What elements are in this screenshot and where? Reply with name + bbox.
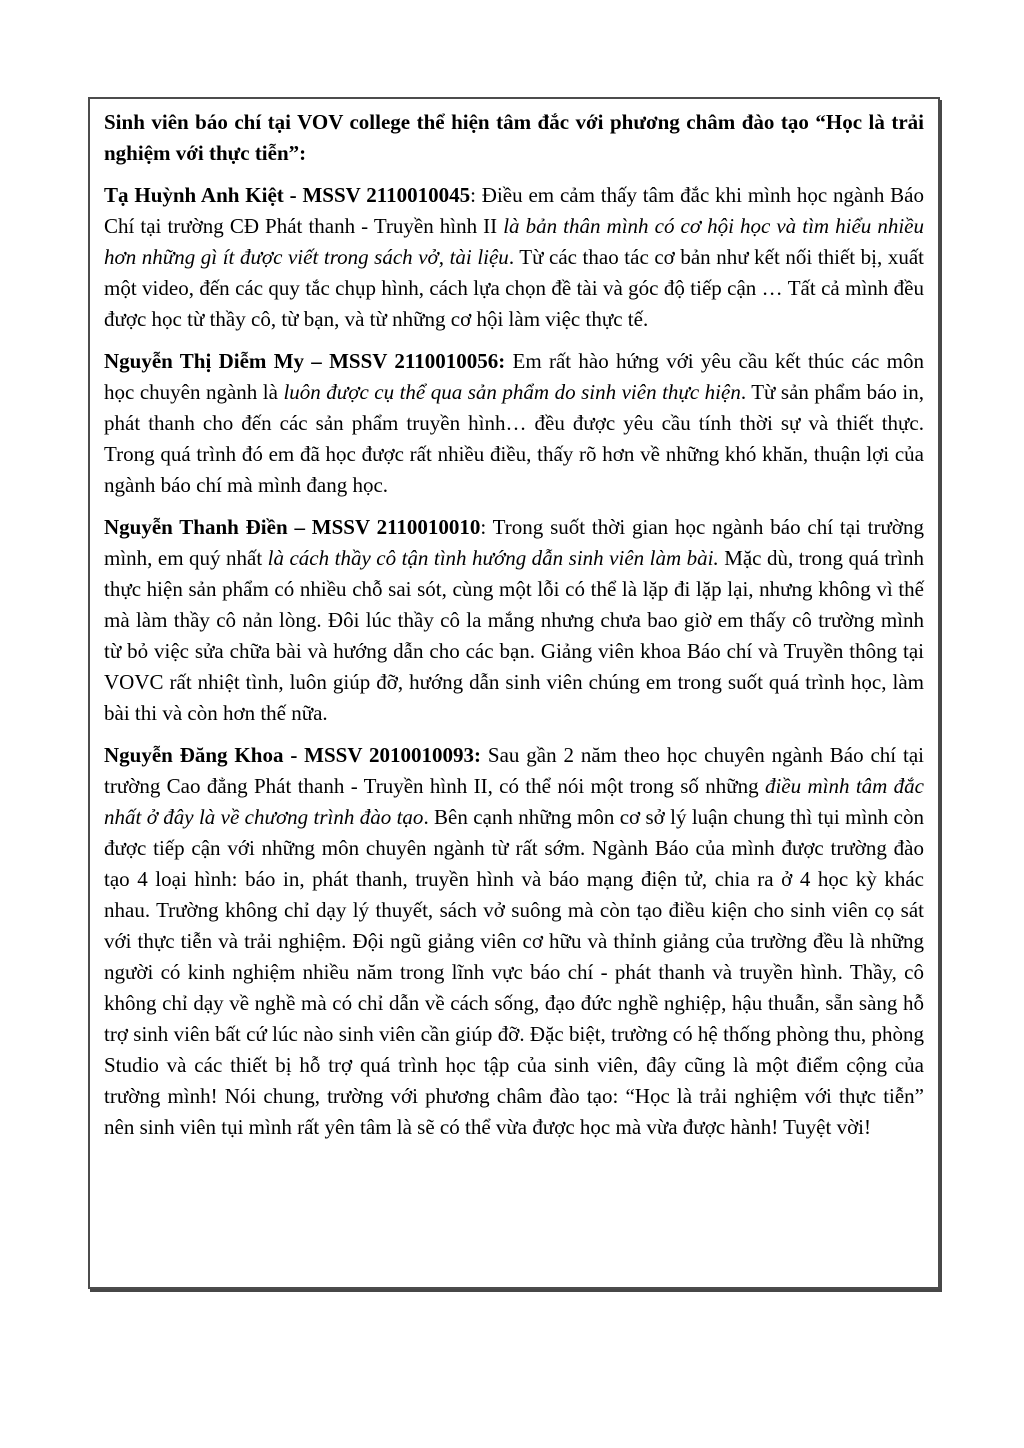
- testimonial-emphasis: luôn được cụ thể qua sản phẩm do sinh viên thực hiện: [283, 380, 741, 404]
- testimonial-rest: Mặc dù, trong quá trình thực hiện sản phẩm có nhiều chỗ sai sót, cùng một lỗi có thể là lặp đi lặp lại, nhưng không vì thế mà làm thầy cô nản lòng. Đôi lúc thầy cô la mắng nhưng chưa bao giờ em thấy cô trường mình từ bỏ việc sửa chữa bài và hướng dẫn cho các bạn. Giảng viên khoa Báo chí và Truyền thông tại VOVC rất nhiệt tình, luôn giúp đỡ, hướng dẫn sinh viên chúng em trong suốt quá trình học, làm bài thi và còn hơn thế nữa.: [104, 546, 925, 725]
- testimonial-lead: : Trong suốt thời gian học ngành báo chí tại trường mình, em quý nhất: [104, 515, 924, 570]
- testimonial-emphasis: là bản thân mình có cơ hội học và tìm hiểu nhiều hơn những gì ít được viết trong sách vở, tài liệu: [104, 214, 924, 269]
- student-name: Nguyễn Thị Diễm My – MSSV 2110010056:: [104, 349, 506, 373]
- testimonial-rest: . Từ các thao tác cơ bản như kết nối thiết bị, xuất một video, đến các quy tắc chụp hình, cách lựa chọn đề tài và góc độ tiếp cận … Tất cả mình đều được học từ thầy cô, từ bạn, và từ những cơ hội làm việc thực tế.: [104, 245, 924, 331]
- testimonial-lead: Sau gần 2 năm theo học chuyên ngành Báo chí tại trường Cao đẳng Phát thanh - Truyền hình II, có thể nói một trong số những: [104, 743, 924, 798]
- testimonial-lead: : Điều em cảm thấy tâm đắc khi mình học ngành Báo Chí tại trường CĐ Phát thanh - Truyền hình II: [104, 183, 925, 238]
- heading: [104, 107, 924, 169]
- heading-text: Sinh viên báo chí tại VOV college thể hiện tâm đắc với phương châm đào tạo “Học là trải nghiệm với thực tiễn”:: [104, 110, 924, 165]
- testimonial-paragraph-kiet: [104, 180, 924, 335]
- testimonials-textbox: [88, 97, 940, 1289]
- testimonial-paragraph-dien: [104, 512, 924, 729]
- testimonial-paragraph-my: [104, 346, 924, 501]
- testimonial-emphasis: điều mình tâm đắc nhất ở đây là về chương trình đào tạo: [104, 774, 924, 829]
- student-name: Nguyễn Đăng Khoa - MSSV 2010010093:: [104, 743, 482, 767]
- testimonial-rest: . Từ sản phẩm báo in, phát thanh cho đến các sản phẩm truyền hình… đều được yêu cầu tính thời sự và thiết thực. Trong quá trình đó em đã học được rất nhiều điều, thấy rõ hơn về những khó khăn, thuận lợi của ngành báo chí mà mình đang học.: [104, 380, 924, 497]
- testimonial-rest: . Bên cạnh những môn cơ sở lý luận chung thì tụi mình còn được tiếp cận với những môn chuyên ngành từ rất sớm. Ngành Báo của mình được trường đào tạo 4 loại hình: báo in, phát thanh, truyền hình và báo mạng điện tử, chia ra ở 4 học kỳ khác nhau. Trường không chỉ dạy lý thuyết, sách vở suông mà còn tạo điều kiện cho sinh viên cọ sát với thực tiễn và trải nghiệm. Đội ngũ giảng viên cơ hữu và thỉnh giảng của trường đều là những người có kinh nghiệm nhiều năm trong lĩnh vực báo chí - phát thanh và truyền hình. Thầy, cô không chỉ dạy về nghề mà có chỉ dẫn về cách sống, đạo đức nghề nghiệp, hậu thuẫn, sẵn sàng hỗ trợ sinh viên bất cứ lúc nào sinh viên cần giúp đỡ. Đặc biệt, trường có hệ thống phòng thu, phòng Studio và các thiết bị hỗ trợ quá trình học tập của sinh viên, đây cũng là một điểm cộng của trường mình! Nói chung, trường với phương châm đào tạo: “Học là trải nghiệm với thực tiễn” nên sinh viên tụi mình rất yên tâm là sẽ có thể vừa được học mà vừa được hành! Tuyệt vời!: [104, 805, 924, 1139]
- student-name: Tạ Huỳnh Anh Kiệt - MSSV 2110010045: [104, 183, 471, 207]
- testimonial-paragraph-khoa: [104, 740, 924, 1143]
- student-name: Nguyễn Thanh Điền – MSSV 2110010010: [104, 515, 481, 539]
- testimonial-emphasis: là cách thầy cô tận tình hướng dẫn sinh viên làm bài.: [267, 546, 719, 570]
- testimonial-lead: Em rất hào hứng với yêu cầu kết thúc các môn học chuyên ngành là: [104, 349, 924, 404]
